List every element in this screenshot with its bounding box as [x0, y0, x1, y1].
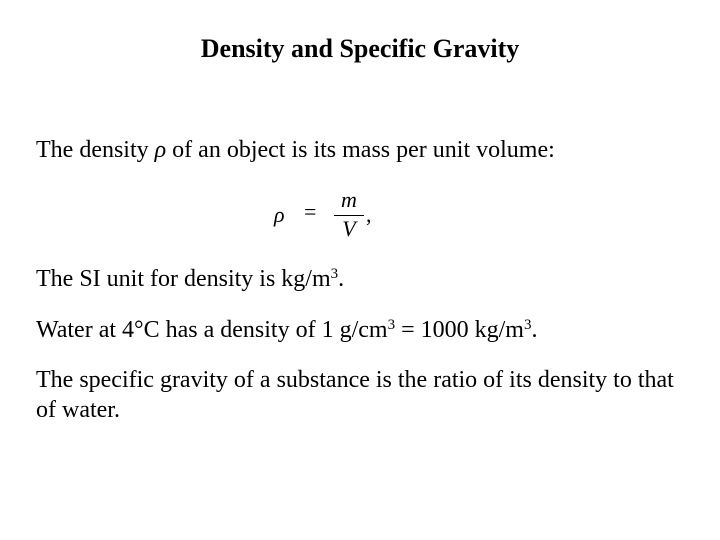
- m-exponent: 3: [523, 317, 532, 333]
- formula-numerator: m: [341, 187, 357, 212]
- rho-symbol: ρ: [154, 137, 167, 163]
- formula-denominator: V: [342, 216, 356, 241]
- density-definition: [36, 135, 676, 165]
- water-density-mid: = 1000 kg/m: [395, 317, 524, 343]
- density-definition-end: of an object is its mass per unit volume:: [166, 137, 555, 163]
- cm-exponent: 3: [387, 317, 396, 333]
- formula-equals: =: [304, 199, 317, 224]
- si-unit-exponent: 3: [330, 266, 339, 282]
- si-unit-period: .: [338, 266, 345, 292]
- density-definition-start: The density: [36, 137, 155, 163]
- water-density-statement: [36, 315, 676, 345]
- density-formula: [268, 188, 388, 244]
- formula-comma: ,: [366, 202, 372, 227]
- water-density-period: .: [531, 317, 538, 343]
- si-unit-text: The SI unit for density is kg/m: [36, 266, 331, 292]
- specific-gravity-statement: The specific gravity of a substance is the ratio of its density to that of water.: [36, 367, 674, 423]
- si-unit-statement: [36, 264, 676, 294]
- slide-title: Density and Specific Gravity: [200, 34, 520, 63]
- formula-rho: ρ: [274, 202, 285, 227]
- water-density-text: Water at 4°C has a density of 1 g/cm: [36, 317, 388, 343]
